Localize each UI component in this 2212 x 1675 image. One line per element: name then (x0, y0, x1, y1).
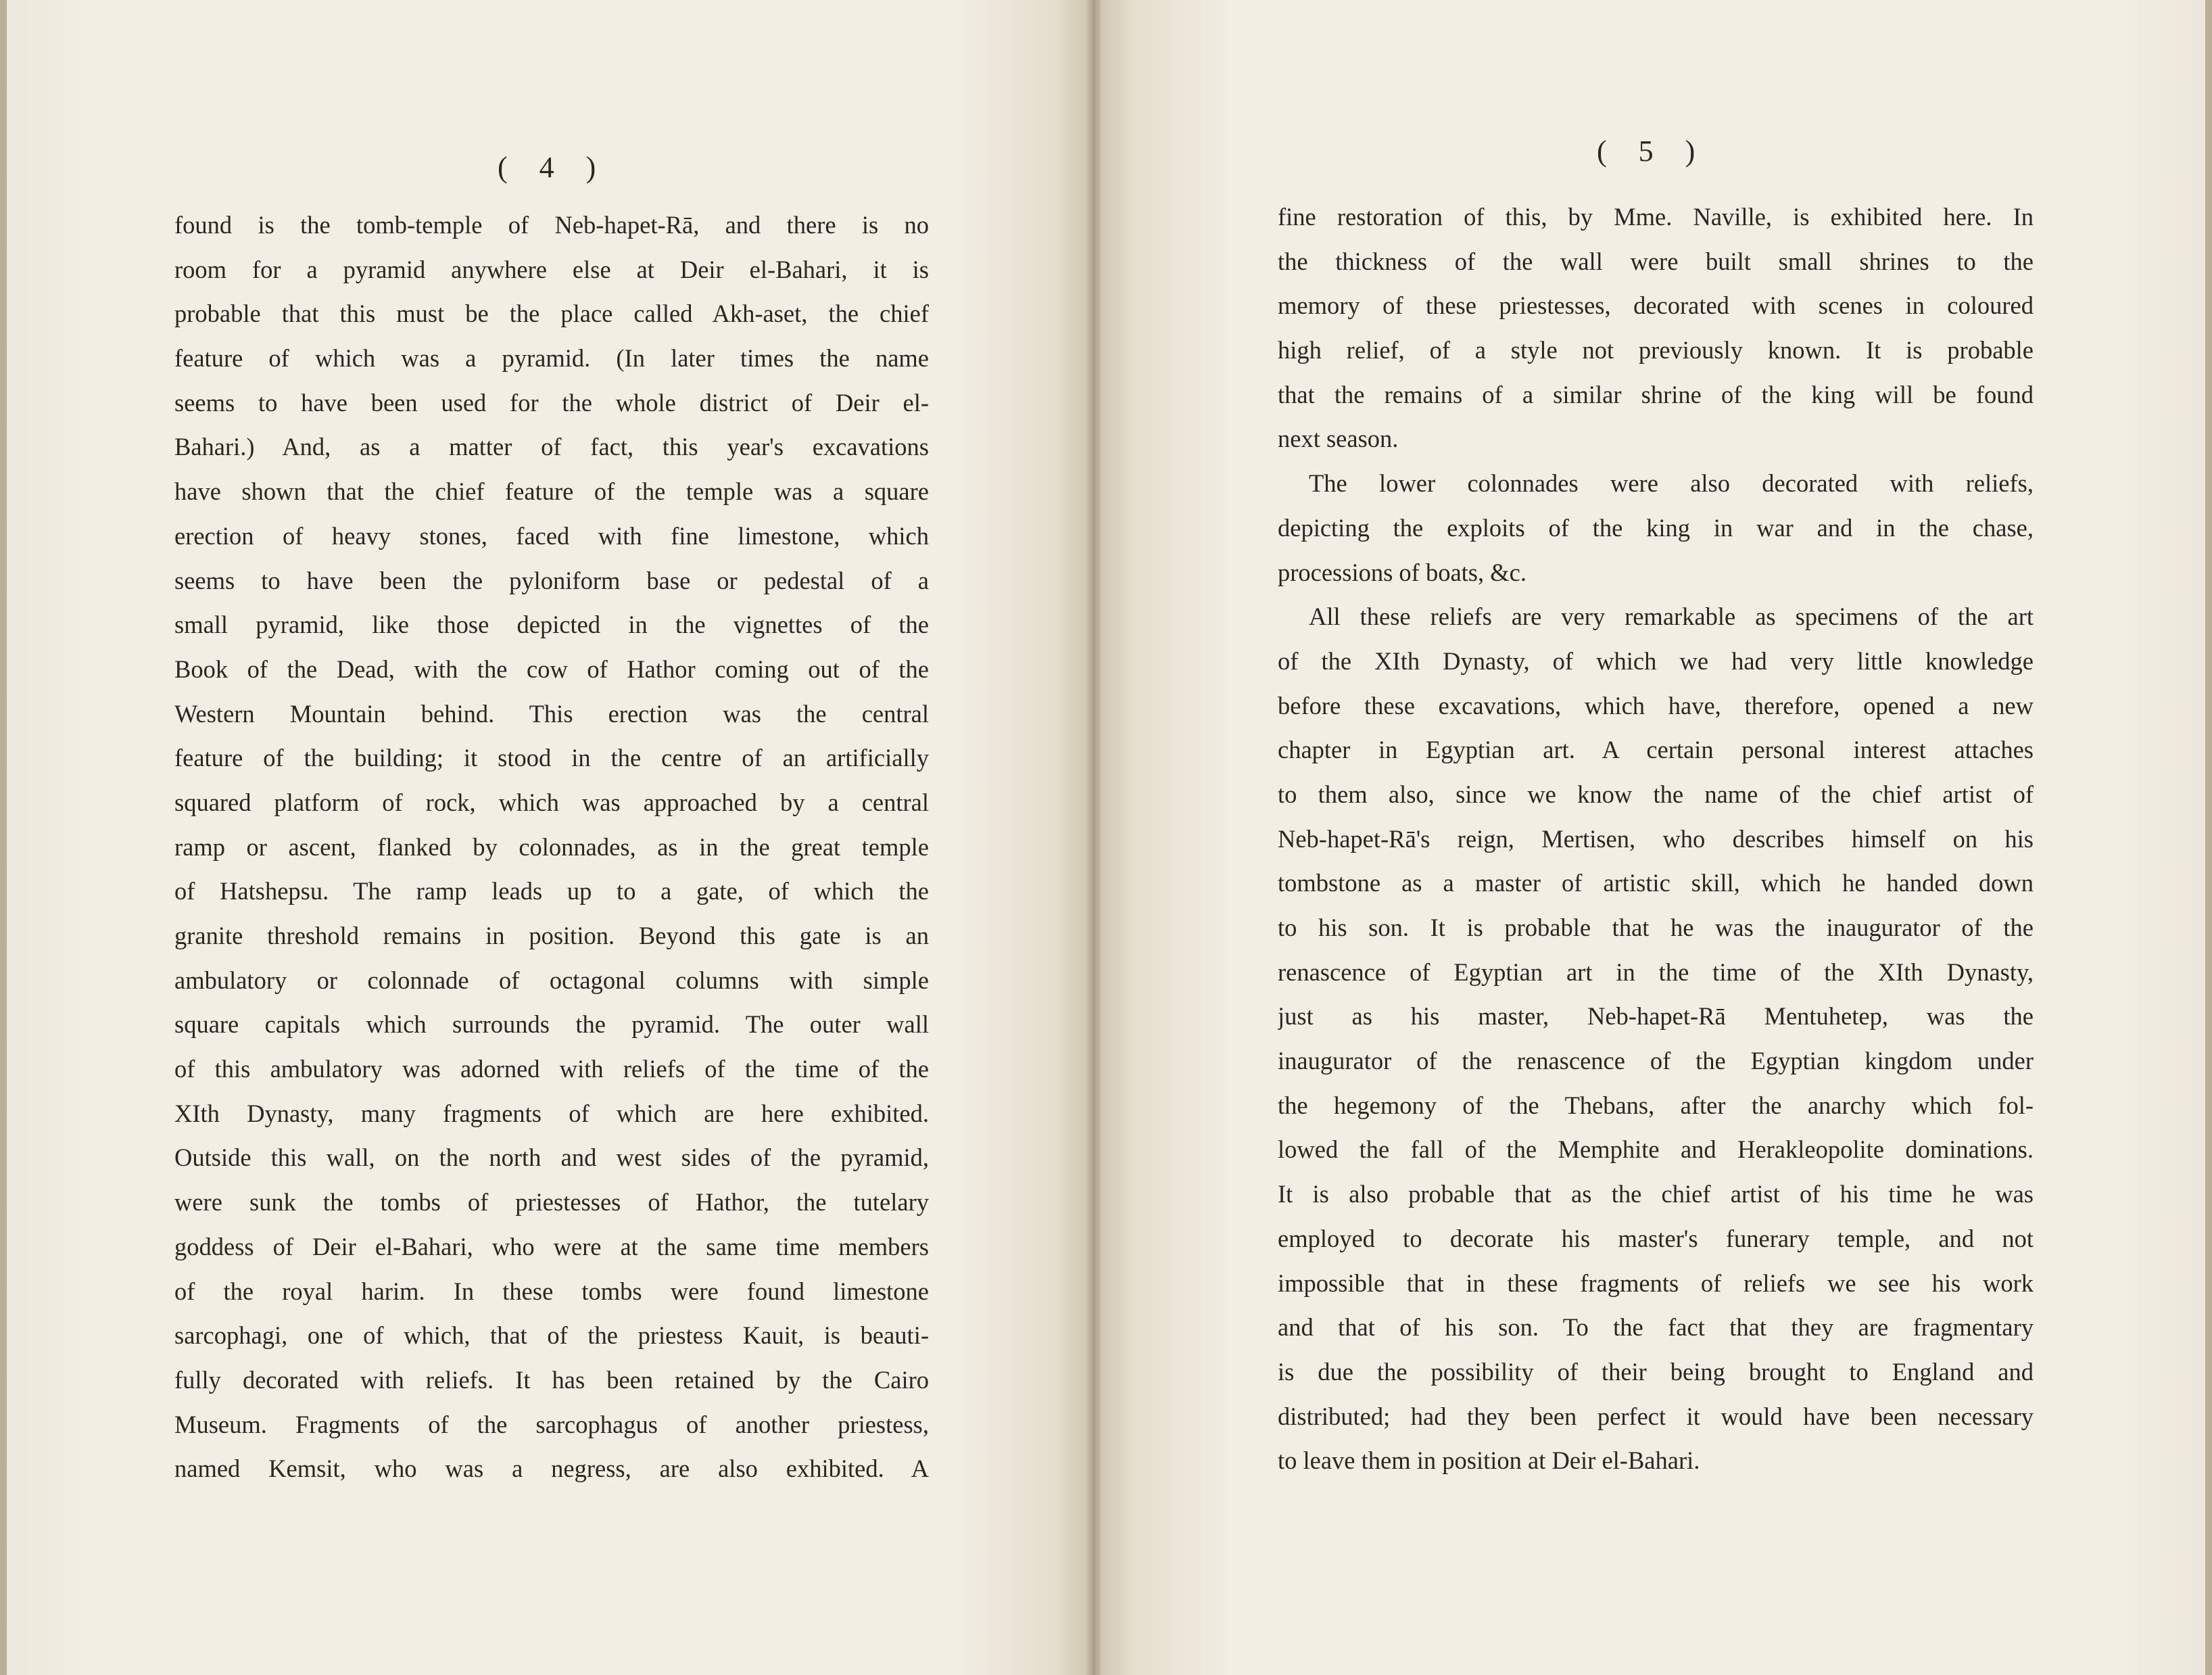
text-line: impossible that in these fragments of reliefs we see his work (1278, 1269, 2034, 1297)
text-line: It is also probable that as the chief artist of his time he was (1278, 1180, 2034, 1208)
text-line: the thickness of the wall were built small shrines to the (1278, 247, 2034, 275)
text-line: employed to decorate his master's funerary temple, and not (1278, 1224, 2034, 1252)
text-line: goddess of Deir el-Bahari, who were at the same time members (174, 1232, 929, 1260)
text-line: fully decorated with reliefs. It has been retained by the Cairo (174, 1365, 929, 1394)
text-line: have shown that the chief feature of the temple was a square (174, 477, 929, 506)
text-line: of this ambulatory was adorned with reliefs of the time of the (174, 1055, 929, 1083)
text-line: lowed the fall of the Memphite and Herakleopolite dominations. (1278, 1135, 2034, 1164)
text-line: erection of heavy stones, faced with fine limestone, which (174, 521, 929, 550)
text-line: to leave them in position at Deir el-Bahari. (1278, 1446, 1700, 1475)
text-line: Outside this wall, on the north and west sides of the pyramid, (174, 1143, 929, 1172)
text-line: feature of the building; it stood in the centre of an artificially (174, 744, 929, 772)
page-edge (2205, 0, 2212, 1675)
text-line: squared platform of rock, which was approached by a central (174, 788, 929, 816)
text-line: renascence of Egyptian art in the time of the XIth Dynasty, (1278, 958, 2034, 986)
text-line: inaugurator of the renascence of the Egyptian kingdom under (1278, 1047, 2034, 1075)
text-line: granite threshold remains in position. Beyond this gate is an (174, 922, 929, 949)
text-line: high relief, of a style not previously known. It is probable (1278, 336, 2034, 364)
text-line: seems to have been used for the whole district of Deir el- (174, 388, 929, 417)
page-number: ( 5 ) (1597, 135, 1708, 168)
text-line: The lower colonnades were also decorated with reliefs, (1309, 469, 2034, 498)
text-line: Neb-hapet-Rā's reign, Mertisen, who describes himself on his (1278, 824, 2034, 853)
text-line: probable that this must be the place called Akh-aset, the chief (174, 300, 929, 328)
text-line: depicting the exploits of the king in war and in the chase, (1278, 513, 2034, 542)
text-line: processions of boats, &c. (1278, 558, 1526, 586)
text-line: room for a pyramid anywhere else at Deir el-Bahari, it is (174, 255, 929, 283)
text-line: Book of the Dead, with the cow of Hathor coming out of the (174, 655, 929, 683)
left-page (0, 0, 1090, 1675)
text-line: of the XIth Dynasty, of which we had very little knowledge (1278, 646, 2034, 675)
text-line: distributed; had they been perfect it would have been necessary (1278, 1402, 2034, 1430)
text-line: small pyramid, like those depicted in the vignettes of the (174, 611, 929, 639)
text-line: memory of these priestesses, decorated with scenes in coloured (1278, 291, 2034, 320)
text-line: were sunk the tombs of priestesses of Hathor, the tutelary (174, 1188, 929, 1217)
text-line: All these reliefs are very remarkable as specimens of the art (1309, 603, 2034, 631)
text-line: that the remains of a similar shrine of the king will be found (1278, 380, 2034, 408)
text-line: found is the tomb-temple of Neb-hapet-Rā, and there is no (174, 211, 929, 239)
text-line: fine restoration of this, by Mme. Naville, is exhibited here. In (1278, 203, 2034, 231)
text-line: of the royal harim. In these tombs were found limestone (174, 1277, 929, 1305)
text-line: and that of his son. To the fact that they are fragmentary (1278, 1313, 2034, 1342)
text-line: before these excavations, which have, therefore, opened a new (1278, 691, 2034, 719)
text-line: sarcophagi, one of which, that of the priestess Kauit, is beauti- (174, 1321, 929, 1350)
right-page-text (1278, 195, 2034, 1483)
text-line: is due the possibility of their being brought to England and (1278, 1357, 2034, 1386)
text-line: to them also, since we know the name of the chief artist of (1278, 780, 2034, 808)
right-page (1101, 0, 2212, 1675)
text-line: Bahari.) And, as a matter of fact, this year's excavations (174, 433, 929, 461)
text-line: Western Mountain behind. This erection was the central (174, 699, 929, 728)
text-line: named Kemsit, who was a negress, are also exhibited. A (174, 1455, 929, 1483)
text-line: square capitals which surrounds the pyramid. The outer wall (174, 1010, 929, 1039)
text-line: ambulatory or colonnade of octagonal columns with simple (174, 966, 929, 994)
text-line: XIth Dynasty, many fragments of which are here exhibited. (174, 1099, 929, 1127)
text-line: to his son. It is probable that he was the inaugurator of the (1278, 914, 2034, 941)
page-edge (0, 0, 7, 1675)
text-line: chapter in Egyptian art. A certain personal interest attaches (1278, 736, 2034, 764)
left-page-text (174, 203, 929, 1491)
text-line: feature of which was a pyramid. (In later times the name (174, 344, 929, 373)
text-line: Museum. Fragments of the sarcophagus of another priestess, (174, 1410, 929, 1438)
text-line: the hegemony of the Thebans, after the anarchy which fol- (1278, 1091, 2034, 1119)
text-line: seems to have been the pyloniform base or pedestal of a (174, 566, 929, 594)
text-line: of Hatshepsu. The ramp leads up to a gate, of which the (174, 877, 929, 905)
text-line: tombstone as a master of artistic skill, which he handed down (1278, 869, 2034, 897)
text-line: next season. (1278, 425, 1399, 453)
text-line: just as his master, Neb-hapet-Rā Mentuhetep, was the (1278, 1002, 2034, 1031)
page-number: ( 4 ) (498, 151, 608, 184)
text-line: ramp or ascent, flanked by colonnades, as in the great temple (174, 832, 929, 861)
